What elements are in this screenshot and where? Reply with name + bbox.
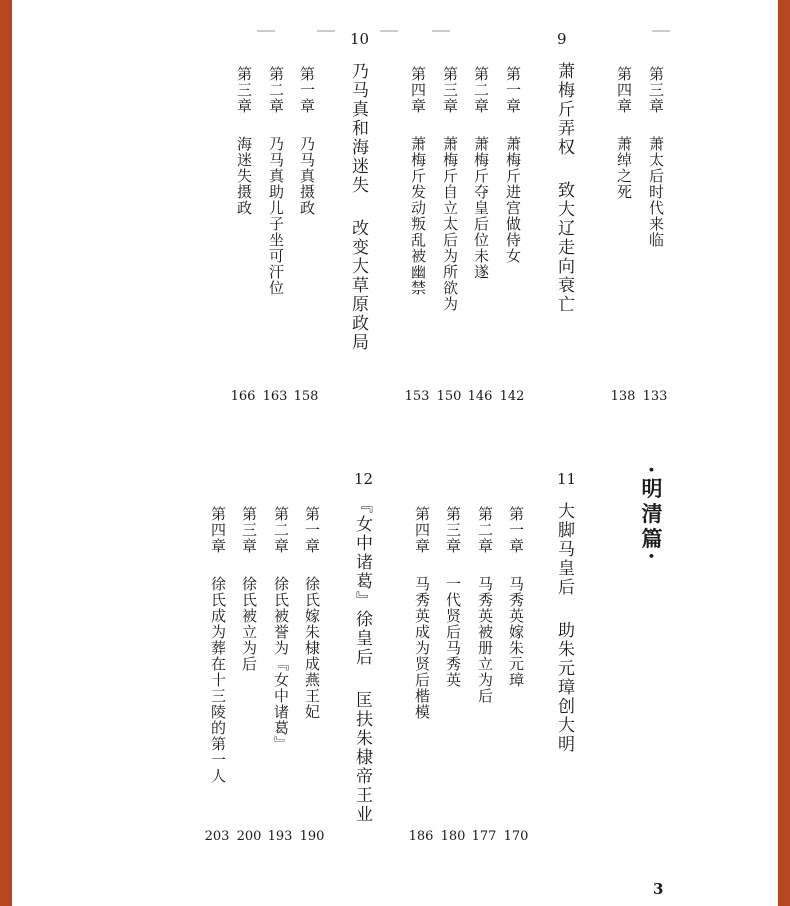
chapter-label: 第二章 [472,66,490,114]
page-ref: 200 [236,829,262,844]
chapter-number: 11 [557,470,577,488]
toc-entry[interactable] [208,506,229,784]
chapter-text: 徐氏嫁朱棣成燕王妃 [303,576,321,720]
page-ref: 193 [267,829,293,844]
page-ref: 150 [436,389,462,404]
chapter-label: 第四章 [615,66,633,114]
chapter-label: 第一章 [507,506,525,554]
page-ref: 163 [262,389,288,404]
chapter-label: 第三章 [235,66,253,114]
toc-entry[interactable] [408,66,429,296]
page-number: 3 [653,880,664,898]
chapter-label: 第四章 [409,66,427,114]
chapter-label: 第一章 [298,66,316,114]
chapter-text: 乃马真摄政 [298,136,316,216]
chapter-text: 徐氏成为葬在十三陵的第一人 [209,576,227,784]
section-title: ·明清篇· [639,466,664,564]
toc-entry[interactable] [297,66,318,216]
page-ref: 203 [204,829,230,844]
chapter-text: 海迷失摄政 [235,136,253,216]
chapter-label: 第三章 [444,506,462,554]
chapter-label: 第四章 [413,506,431,554]
chapter-title: 『女中诸葛』徐皇后匡扶朱棣帝王业 [352,496,372,824]
chapter-text: 萧太后时代来临 [647,136,665,248]
chapter-text: 乃马真助儿子坐可汗位 [267,136,285,296]
chapter-text: 马秀英成为贤后楷模 [413,576,431,720]
book-page [12,0,778,906]
chapter-label: 第三章 [240,506,258,554]
toc-entry[interactable] [440,66,461,312]
chapter-text: 马秀英嫁朱元璋 [507,576,525,688]
toc-entry[interactable] [646,66,667,248]
chapter-label: 第三章 [441,66,459,114]
toc-entry[interactable] [271,506,292,752]
chapter-text: 徐氏被立为后 [240,576,258,672]
chapter-label: 第一章 [303,506,321,554]
toc-entry[interactable] [475,506,496,704]
chapter-text: 萧梅斤夺皇后位未遂 [472,136,490,280]
page-ref: 133 [642,389,668,404]
page-ref: 158 [293,389,319,404]
toc-entry[interactable] [239,506,260,672]
chapter-title: 大脚马皇后助朱元璋创大明 [554,502,574,754]
chapter-label: 第三章 [647,66,665,114]
toc-entry[interactable] [412,506,433,720]
toc-entry[interactable] [614,66,635,200]
chapter-label: 第四章 [209,506,227,554]
chapter-text: 萧梅斤自立太后为所欲为 [441,136,459,312]
chapter-text: 马秀英被册立为后 [476,576,494,704]
page-ref: 153 [404,389,430,404]
page-ref: 177 [471,829,497,844]
chapter-text: 萧梅斤进宫做侍女 [504,136,522,264]
chapter-text: 一代贤后马秀英 [444,576,462,688]
toc-entry[interactable] [503,66,524,264]
page-ref: 170 [503,829,529,844]
chapter-number: 12 [354,470,374,488]
chapter-text: 萧梅斤发动叛乱被幽禁 [409,136,427,296]
page-ref: 180 [440,829,466,844]
page-ref: 142 [499,389,525,404]
chapter-title: 乃马真和海迷失改变大草原政局 [348,62,368,352]
toc-entry[interactable] [302,506,323,720]
page-ref: 166 [230,389,256,404]
chapter-number: 9 [557,30,567,48]
page-ref: 186 [408,829,434,844]
chapter-label: 第一章 [504,66,522,114]
page-ref: 138 [610,389,636,404]
toc-entry[interactable] [506,506,527,688]
toc-entry[interactable] [471,66,492,280]
toc-entry[interactable] [443,506,464,688]
chapter-number: 10 [350,30,370,48]
toc-entry[interactable] [266,66,287,296]
toc-entry[interactable] [234,66,255,216]
chapter-label: 第二章 [272,506,290,554]
page-ref: 146 [467,389,493,404]
chapter-title: 萧梅斤弄权致大辽走向衰亡 [554,62,574,314]
chapter-label: 第二章 [476,506,494,554]
chapter-text: 萧绰之死 [615,136,633,200]
chapter-label: 第二章 [267,66,285,114]
chapter-text: 徐氏被誉为『女中诸葛』 [272,576,290,752]
page-ref: 190 [299,829,325,844]
